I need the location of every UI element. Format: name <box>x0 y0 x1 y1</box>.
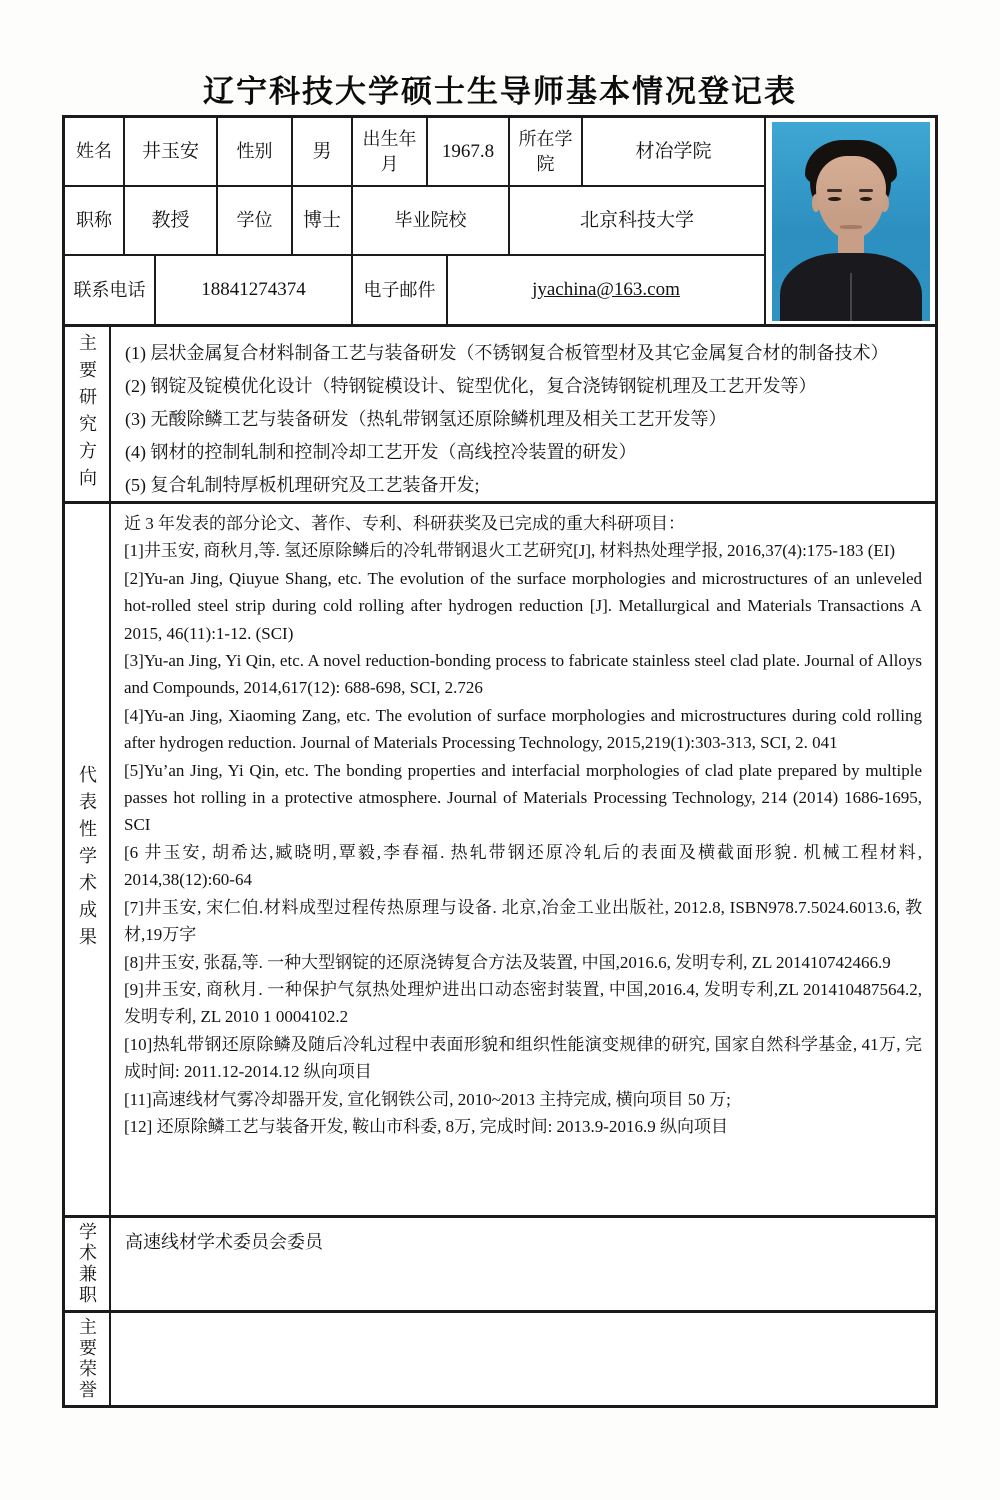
achievement-item: [6 井玉安, 胡希达,臧晓明,覃毅,李春福. 热轧带钢还原冷轧后的表面及横截面形貌. 机械工程材料, 2014,38(12):60-64 <box>124 842 922 890</box>
positions-section-label: 学术兼职 <box>77 1222 97 1306</box>
research-label-cell <box>65 327 111 501</box>
honors-content <box>111 1313 935 1405</box>
degree-value: 博士 <box>293 187 353 254</box>
achievement-item: [10]热轧带钢还原除鳞及随后冷轧过程中表面形貌和组织性能演变规律的研究, 国家自然科学基金, 41万, 完成时间: 2011.12-2014.12 纵向项目 <box>124 1034 922 1082</box>
positions-label-cell <box>65 1218 111 1310</box>
achievement-item: [5]Yu’an Jing, Yi Qin, etc. The bonding properties and interfacial morphologies of clad plate prepared by multiple passes hot rolling in a protective atmosphere. Journal of Materials Processing Technology, 214 (2014) 1686-1695, SCI <box>124 760 922 835</box>
achievement-item: [8]井玉安, 张磊,等. 一种大型钢锭的还原浇铸复合方法及装置, 中国,2016.6, 发明专利, ZL 201410742466.9 <box>124 952 891 972</box>
table-row <box>65 187 764 256</box>
achievement-item: [2]Yu-an Jing, Qiuyue Shang, etc. The evolution of the surface morphologies and microstructures of an unleveled hot-rolled steel strip during cold rolling after hydrogen reduction [J]. Metallurgical and Materials Transactions A 2015, 46(11):1-12. (SCI) <box>124 568 922 643</box>
photo-eye-right <box>860 197 873 201</box>
phone-value: 18841274374 <box>156 256 353 324</box>
name-label: 姓名 <box>65 118 125 185</box>
photo-zipper <box>850 273 852 321</box>
prof-title-label: 职称 <box>65 187 125 254</box>
achievements-content <box>111 504 935 1215</box>
page-title: 辽宁科技大学硕士生导师基本情况登记表 <box>203 74 797 109</box>
research-section-label: 主要研究方向 <box>77 333 97 495</box>
achievement-item: [1]井玉安, 商秋月,等. 氢还原除鳞后的冷轧带钢退火工艺研究[J], 材料热处理学报, 2016,37(4):175-183 (EI) <box>124 541 896 561</box>
school-label: 毕业院校 <box>353 187 510 254</box>
positions-content <box>111 1218 935 1310</box>
supervisor-photo <box>772 122 930 321</box>
basic-info-section <box>65 118 935 327</box>
honors-section <box>65 1313 935 1405</box>
honors-section-label: 主要荣誉 <box>77 1317 97 1401</box>
college-value: 材冶学院 <box>635 140 712 162</box>
achievement-item: [11]高速线材气雾冷却器开发, 宣化钢铁公司, 2010~2013 主持完成, 横向项目 50 万; <box>124 1089 731 1109</box>
photo-cell <box>766 118 935 324</box>
research-content <box>111 327 935 501</box>
achievements-section <box>65 504 935 1218</box>
gender-label: 性别 <box>218 118 293 185</box>
achievement-item: [9]井玉安, 商秋月. 一种保护气氛热处理炉进出口动态密封装置, 中国,2016.4, 发明专利,ZL 201410487564.2, 发明专利, ZL 2010 1 0004102.2 <box>124 979 922 1027</box>
achievement-item: [3]Yu-an Jing, Yi Qin, etc. A novel reduction-bonding process to fabricate stainless steel clad plate. Journal of Alloys and Compounds, 2014,617(12): 688-698, SCI, 2.726 <box>124 651 922 698</box>
photo-brow-right <box>859 189 873 193</box>
gender-value: 男 <box>293 118 353 185</box>
achievements-section-label: 代表性学术成果 <box>77 765 97 954</box>
research-item: (1) 层状金属复合材料制备工艺与装备研发（不锈钢复合板管型材及其它金属复合材的制备技术） <box>125 343 889 363</box>
research-directions-section <box>65 327 935 504</box>
prof-title-value: 教授 <box>125 187 218 254</box>
birth-value: 1967.8 <box>428 118 510 185</box>
birth-label: 出生年月 <box>353 118 428 185</box>
college-label: 所在学院 <box>510 118 583 185</box>
name-value: 井玉安 <box>125 118 218 185</box>
position-item: 高速线材学术委员会委员 <box>125 1232 323 1252</box>
table-row <box>65 118 764 187</box>
positions-section <box>65 1218 935 1313</box>
photo-brow-left <box>827 189 841 193</box>
table-row <box>65 256 764 324</box>
research-item: (4) 钢材的控制轧制和控制冷却工艺开发（高线控冷装置的研发） <box>125 442 637 462</box>
research-item: (3) 无酸除鳞工艺与装备研发（热轧带钢氢还原除鳞机理及相关工艺开发等） <box>125 409 727 429</box>
basic-info-grid <box>65 118 766 324</box>
achievement-item: [4]Yu-an Jing, Xiaoming Zang, etc. The evolution of surface morphologies and microstructures during cold rolling after hydrogen reduction. Journal of Materials Processing Technology, 2015,219(1):303-313, SCI, 2. 041 <box>124 705 922 753</box>
registration-table <box>62 115 938 1408</box>
achievements-label-cell <box>65 504 111 1215</box>
photo-mouth <box>840 225 862 228</box>
honors-label-cell <box>65 1313 111 1405</box>
achievement-item: 近 3 年发表的部分论文、著作、专利、科研获奖及已完成的重大科研项目： <box>124 514 685 533</box>
photo-eye-left <box>828 197 841 201</box>
email-label: 电子邮件 <box>353 256 448 324</box>
degree-label: 学位 <box>218 187 293 254</box>
email-value: jyachina@163.com <box>532 279 680 301</box>
research-item: (2) 钢锭及锭模优化设计（特钢锭模设计、锭型优化，复合浇铸钢锭机理及工艺开发等） <box>125 376 817 396</box>
achievement-item: [12] 还原除鳞工艺与装备开发, 鞍山市科委, 8万, 完成时间: 2013.9-2016.9 纵向项目 <box>124 1116 728 1136</box>
achievement-item: [7]井玉安, 宋仁伯.材料成型过程传热原理与设备. 北京,冶金工业出版社, 2012.8, ISBN978.7.5024.6013.6, 教材,19万字 <box>124 897 922 945</box>
phone-label: 联系电话 <box>65 256 156 324</box>
research-item: (5) 复合轧制特厚板机理研究及工艺装备开发; <box>125 475 480 495</box>
school-value: 北京科技大学 <box>579 209 694 231</box>
